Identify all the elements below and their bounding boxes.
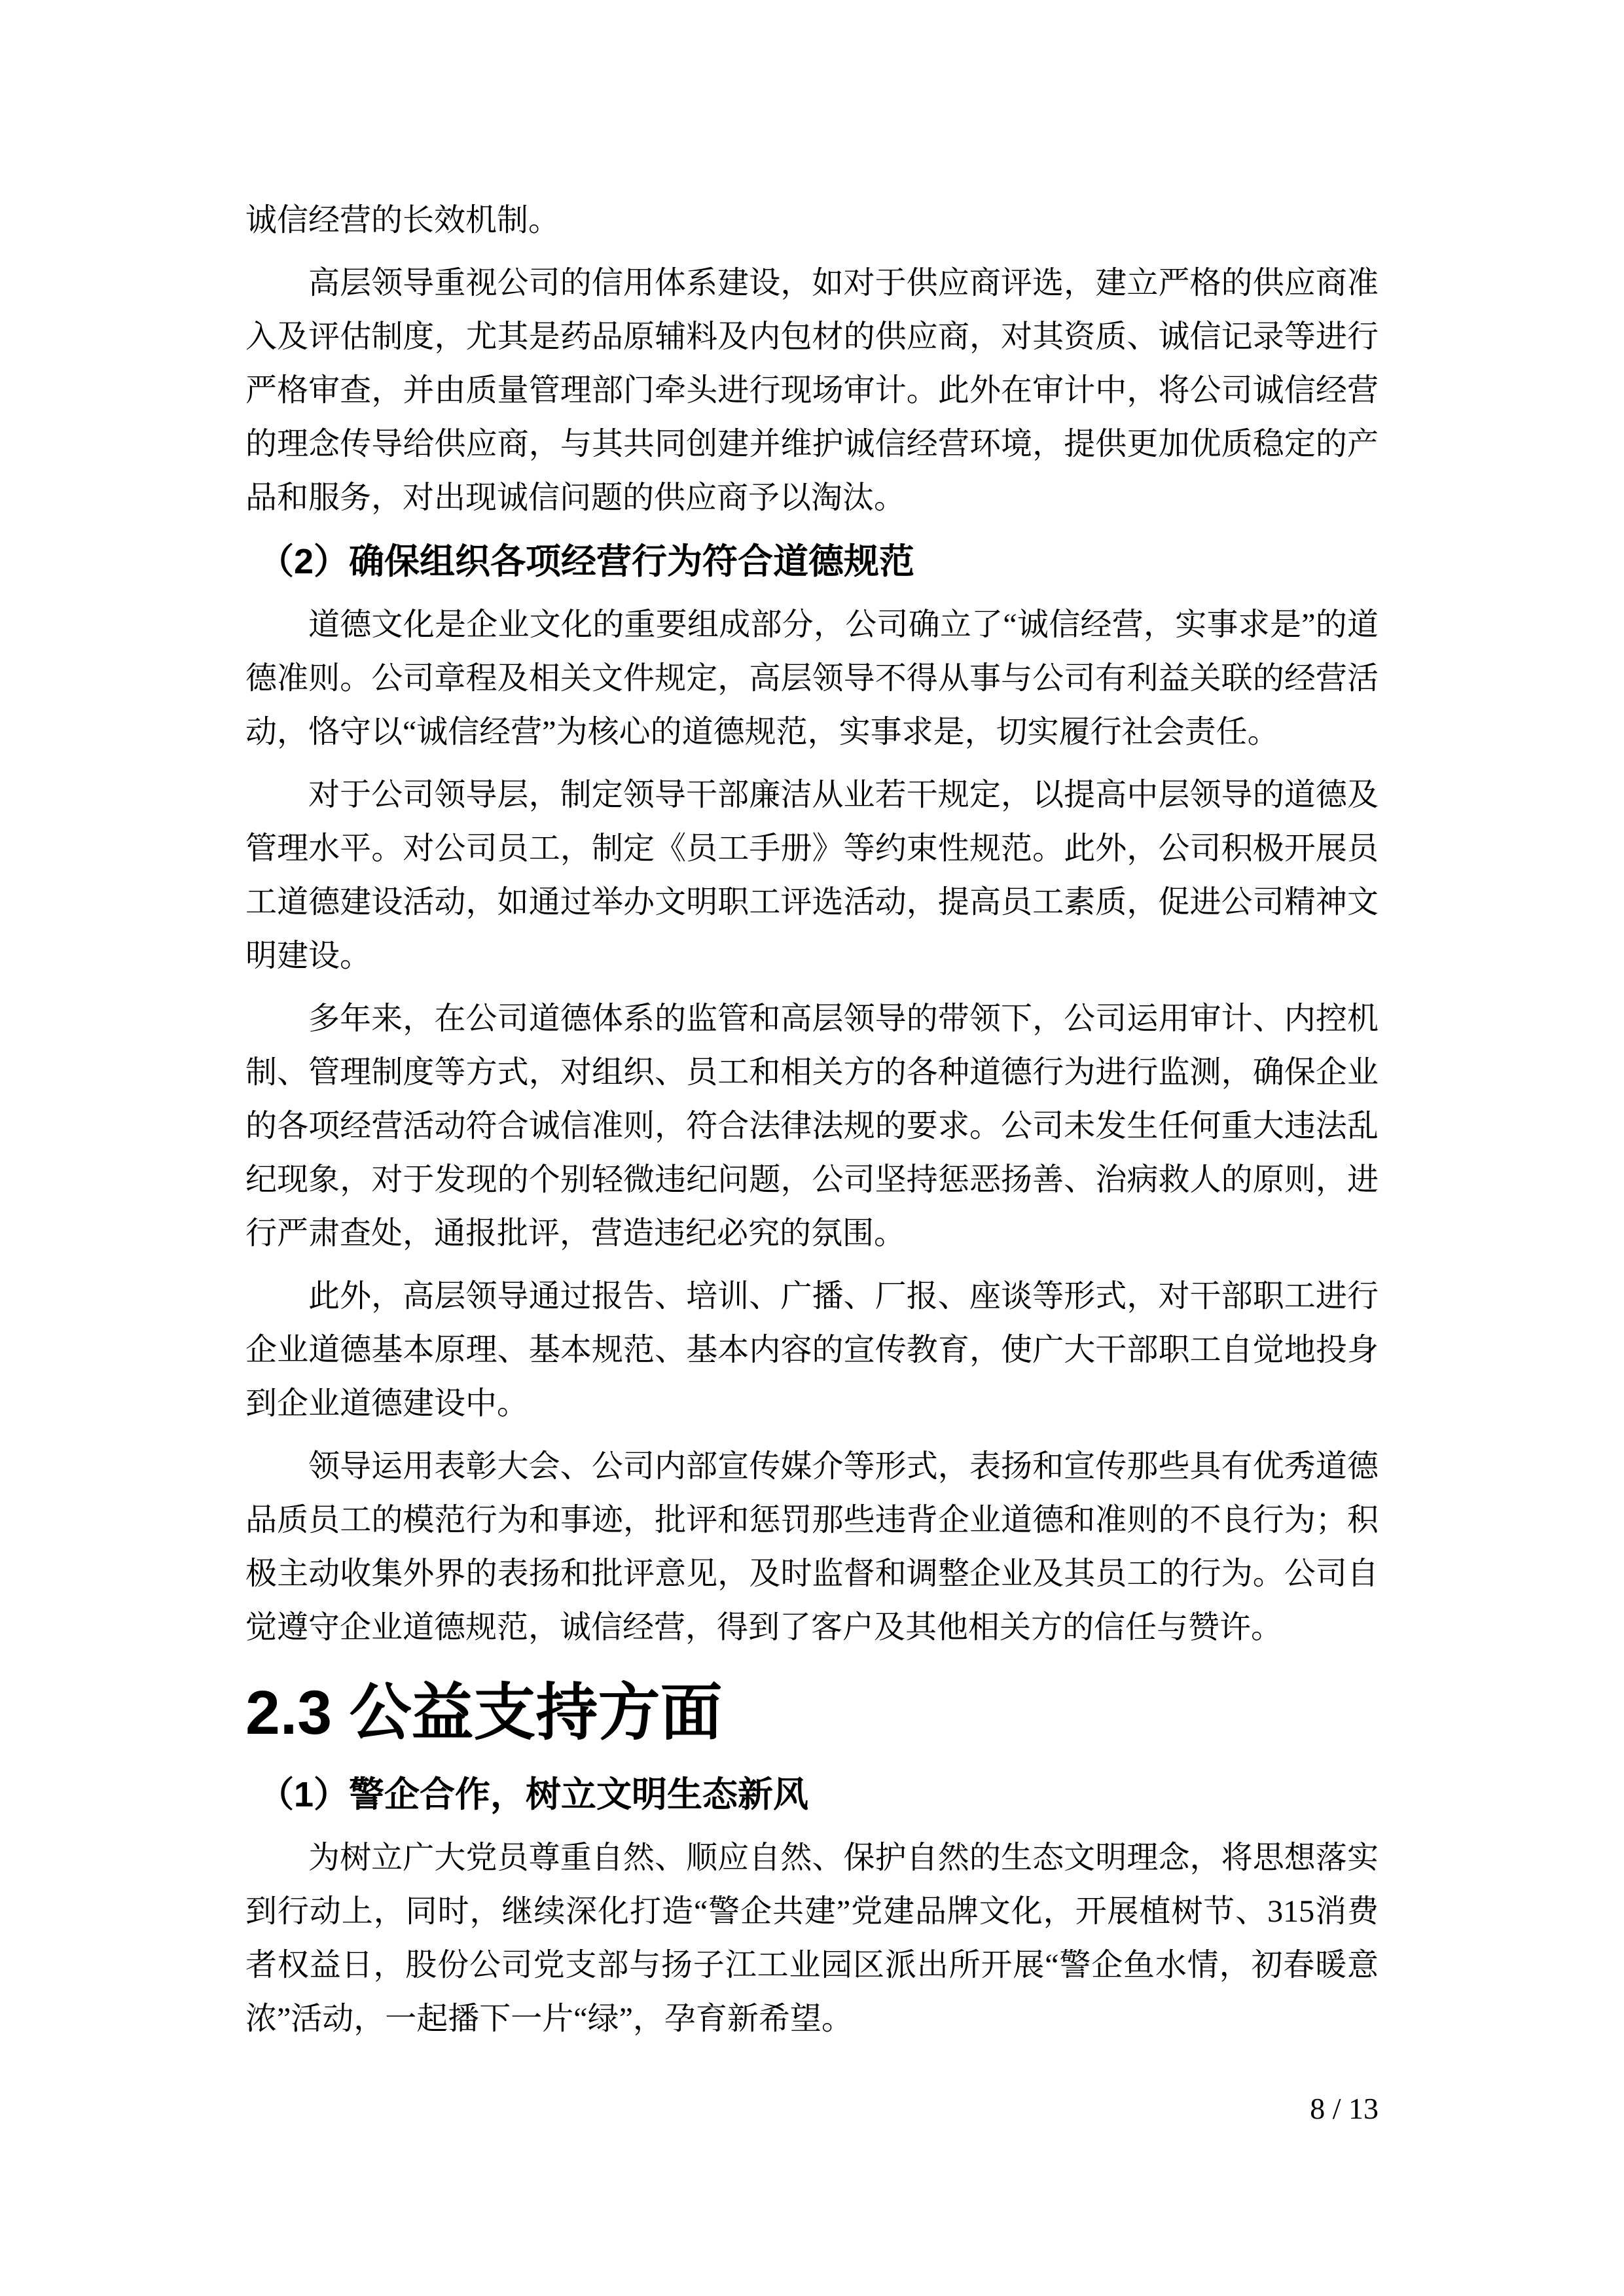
paragraph-ethics-monitoring: 多年来，在公司道德体系的监管和高层领导的带领下，公司运用审计、内控机制、管理制度等方式，对组织、员工和相关方的各种道德行为进行监测，确保企业的各项经营活动符合诚信准则，符合法律法规的要求。公司未发生任何重大违法乱纪现象，对于发现的个别轻微违纪问题，公司坚持惩恶扬善、治病救人的原则，进行严肃查处，通报批评，营造违纪必究的氛围。 <box>245 1001 1379 1251</box>
subheading-2-ethics-compliance: （2）确保组织各项经营行为符合道德规范 <box>259 542 915 581</box>
paragraph-ethics-culture: 道德文化是企业文化的重要组成部分，公司确立了“诚信经营，实事求是”的道德准则。公司章程及相关文件规定，高层领导不得从事与公司有利益关联的经营活动，恪守以“诚信经营”为核心的道德规范，实事求是，切实履行社会责任。 <box>245 607 1379 749</box>
page-content <box>245 194 1379 2055</box>
paragraph-leadership-rules: 对于公司领导层，制定领导干部廉洁从业若干规定，以提高中层领导的道德及管理水平。对公司员工，制定《员工手册》等约束性规范。此外，公司积极开展员工道德建设活动，如通过举办文明职工评选活动，提高员工素质，促进公司精神文明建设。 <box>245 778 1379 973</box>
subheading-1-police-enterprise: （1）警企合作，树立文明生态新风 <box>259 1775 809 1814</box>
paragraph-ethics-education: 此外，高层领导通过报告、培训、广播、厂报、座谈等形式，对干部职工进行企业道德基本原理、基本规范、基本内容的宣传教育，使广大干部职工自觉地投身到企业道德建设中。 <box>245 1279 1379 1421</box>
paragraph-commendation: 领导运用表彰大会、公司内部宣传媒介等形式，表扬和宣传那些具有优秀道德品质员工的模范行为和事迹，批评和惩罚那些违背企业道德和准则的不良行为；积极主动收集外界的表扬和批评意见，及时监督和调整企业及其员工的行为。公司自觉遵守企业道德规范，诚信经营，得到了客户及其他相关方的信任与赞许。 <box>245 1449 1379 1645</box>
page-number: 8 / 13 <box>1310 2092 1379 2125</box>
paragraph-eco-civilization: 为树立广大党员尊重自然、顺应自然、保护自然的生态文明理念，将思想落实到行动上，同时，继续深化打造“警企共建”党建品牌文化，开展植树节、315消费者权益日，股份公司党支部与扬子江工业园区派出所开展“警企鱼水情，初春暖意浓”活动，一起播下一片“绿”，孕育新希望。 <box>245 1840 1379 2036</box>
section-heading-public-welfare: 2.3 公益支持方面 <box>245 1678 723 1748</box>
paragraph-continuation: 诚信经营的长效机制。 <box>245 203 560 238</box>
paragraph-supplier-credit: 高层领导重视公司的信用体系建设，如对于供应商评选，建立严格的供应商准入及评估制度，尤其是药品原辅料及内包材的供应商，对其资质、诚信记录等进行严格审查，并由质量管理部门牵头进行现场审计。此外在审计中，将公司诚信经营的理念传导给供应商，与其共同创建并维护诚信经营环境，提供更加优质稳定的产品和服务，对出现诚信问题的供应商予以淘汰。 <box>245 266 1379 515</box>
